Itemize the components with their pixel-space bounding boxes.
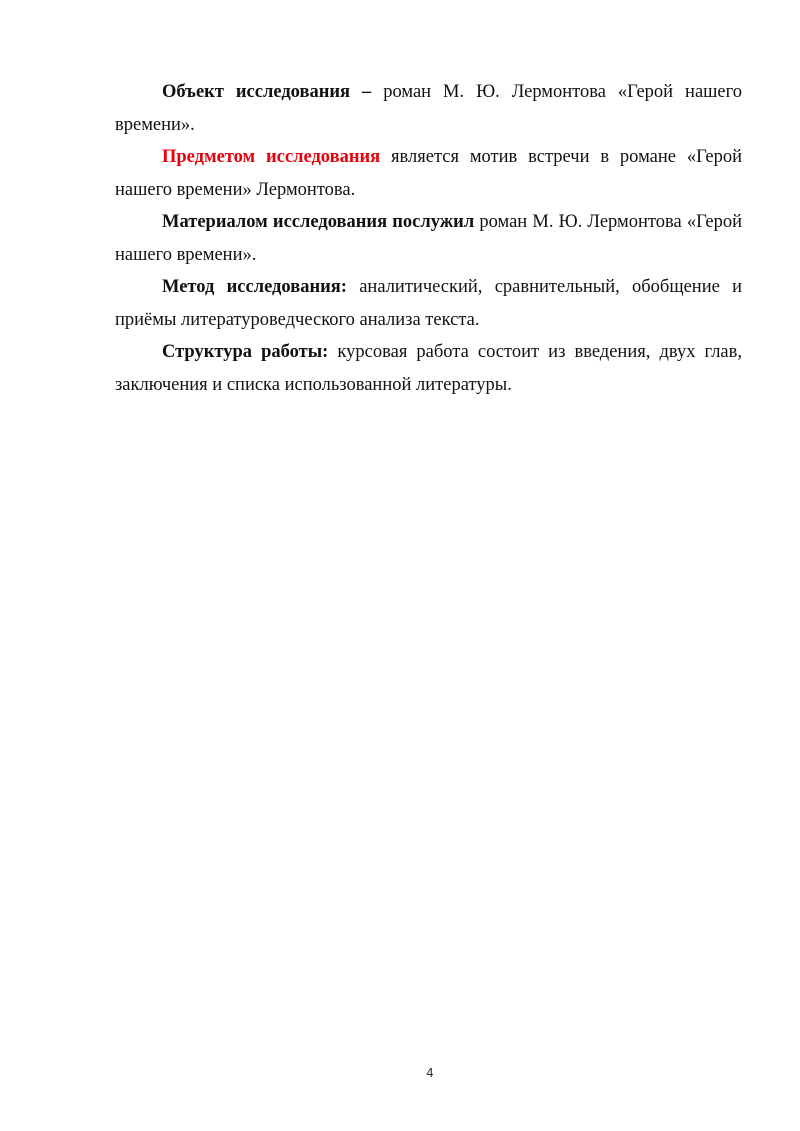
paragraph-lead: Объект исследования – [162, 82, 372, 102]
paragraph-lead: Материалом исследования послужил [162, 212, 475, 232]
paragraph-structure [115, 336, 742, 401]
paragraph-text: роман М. Ю. Лермонтова «Герой нашего времени». [115, 82, 742, 135]
document-body [115, 76, 742, 401]
paragraph-object [115, 76, 742, 141]
paragraph-subject [115, 141, 742, 206]
paragraph-text: является мотив встречи в романе «Герой нашего времени» Лермонтова. [115, 147, 742, 200]
paragraph-text: роман М. Ю. Лермонтова «Герой нашего времени». [115, 212, 742, 265]
paragraph-material [115, 206, 742, 271]
paragraph-lead: Метод исследования: [162, 277, 347, 297]
paragraph-text: аналитический, сравнительный, обобщение и приёмы литературоведческого анализа текста. [115, 277, 742, 330]
page-number: 4 [426, 1066, 434, 1080]
paragraph-method [115, 271, 742, 336]
paragraph-text: курсовая работа состоит из введения, двух глав, заключения и списка использованной литературы. [115, 342, 742, 395]
paragraph-lead-highlighted: Предметом исследования [162, 147, 381, 167]
paragraph-lead: Структура работы: [162, 342, 329, 362]
